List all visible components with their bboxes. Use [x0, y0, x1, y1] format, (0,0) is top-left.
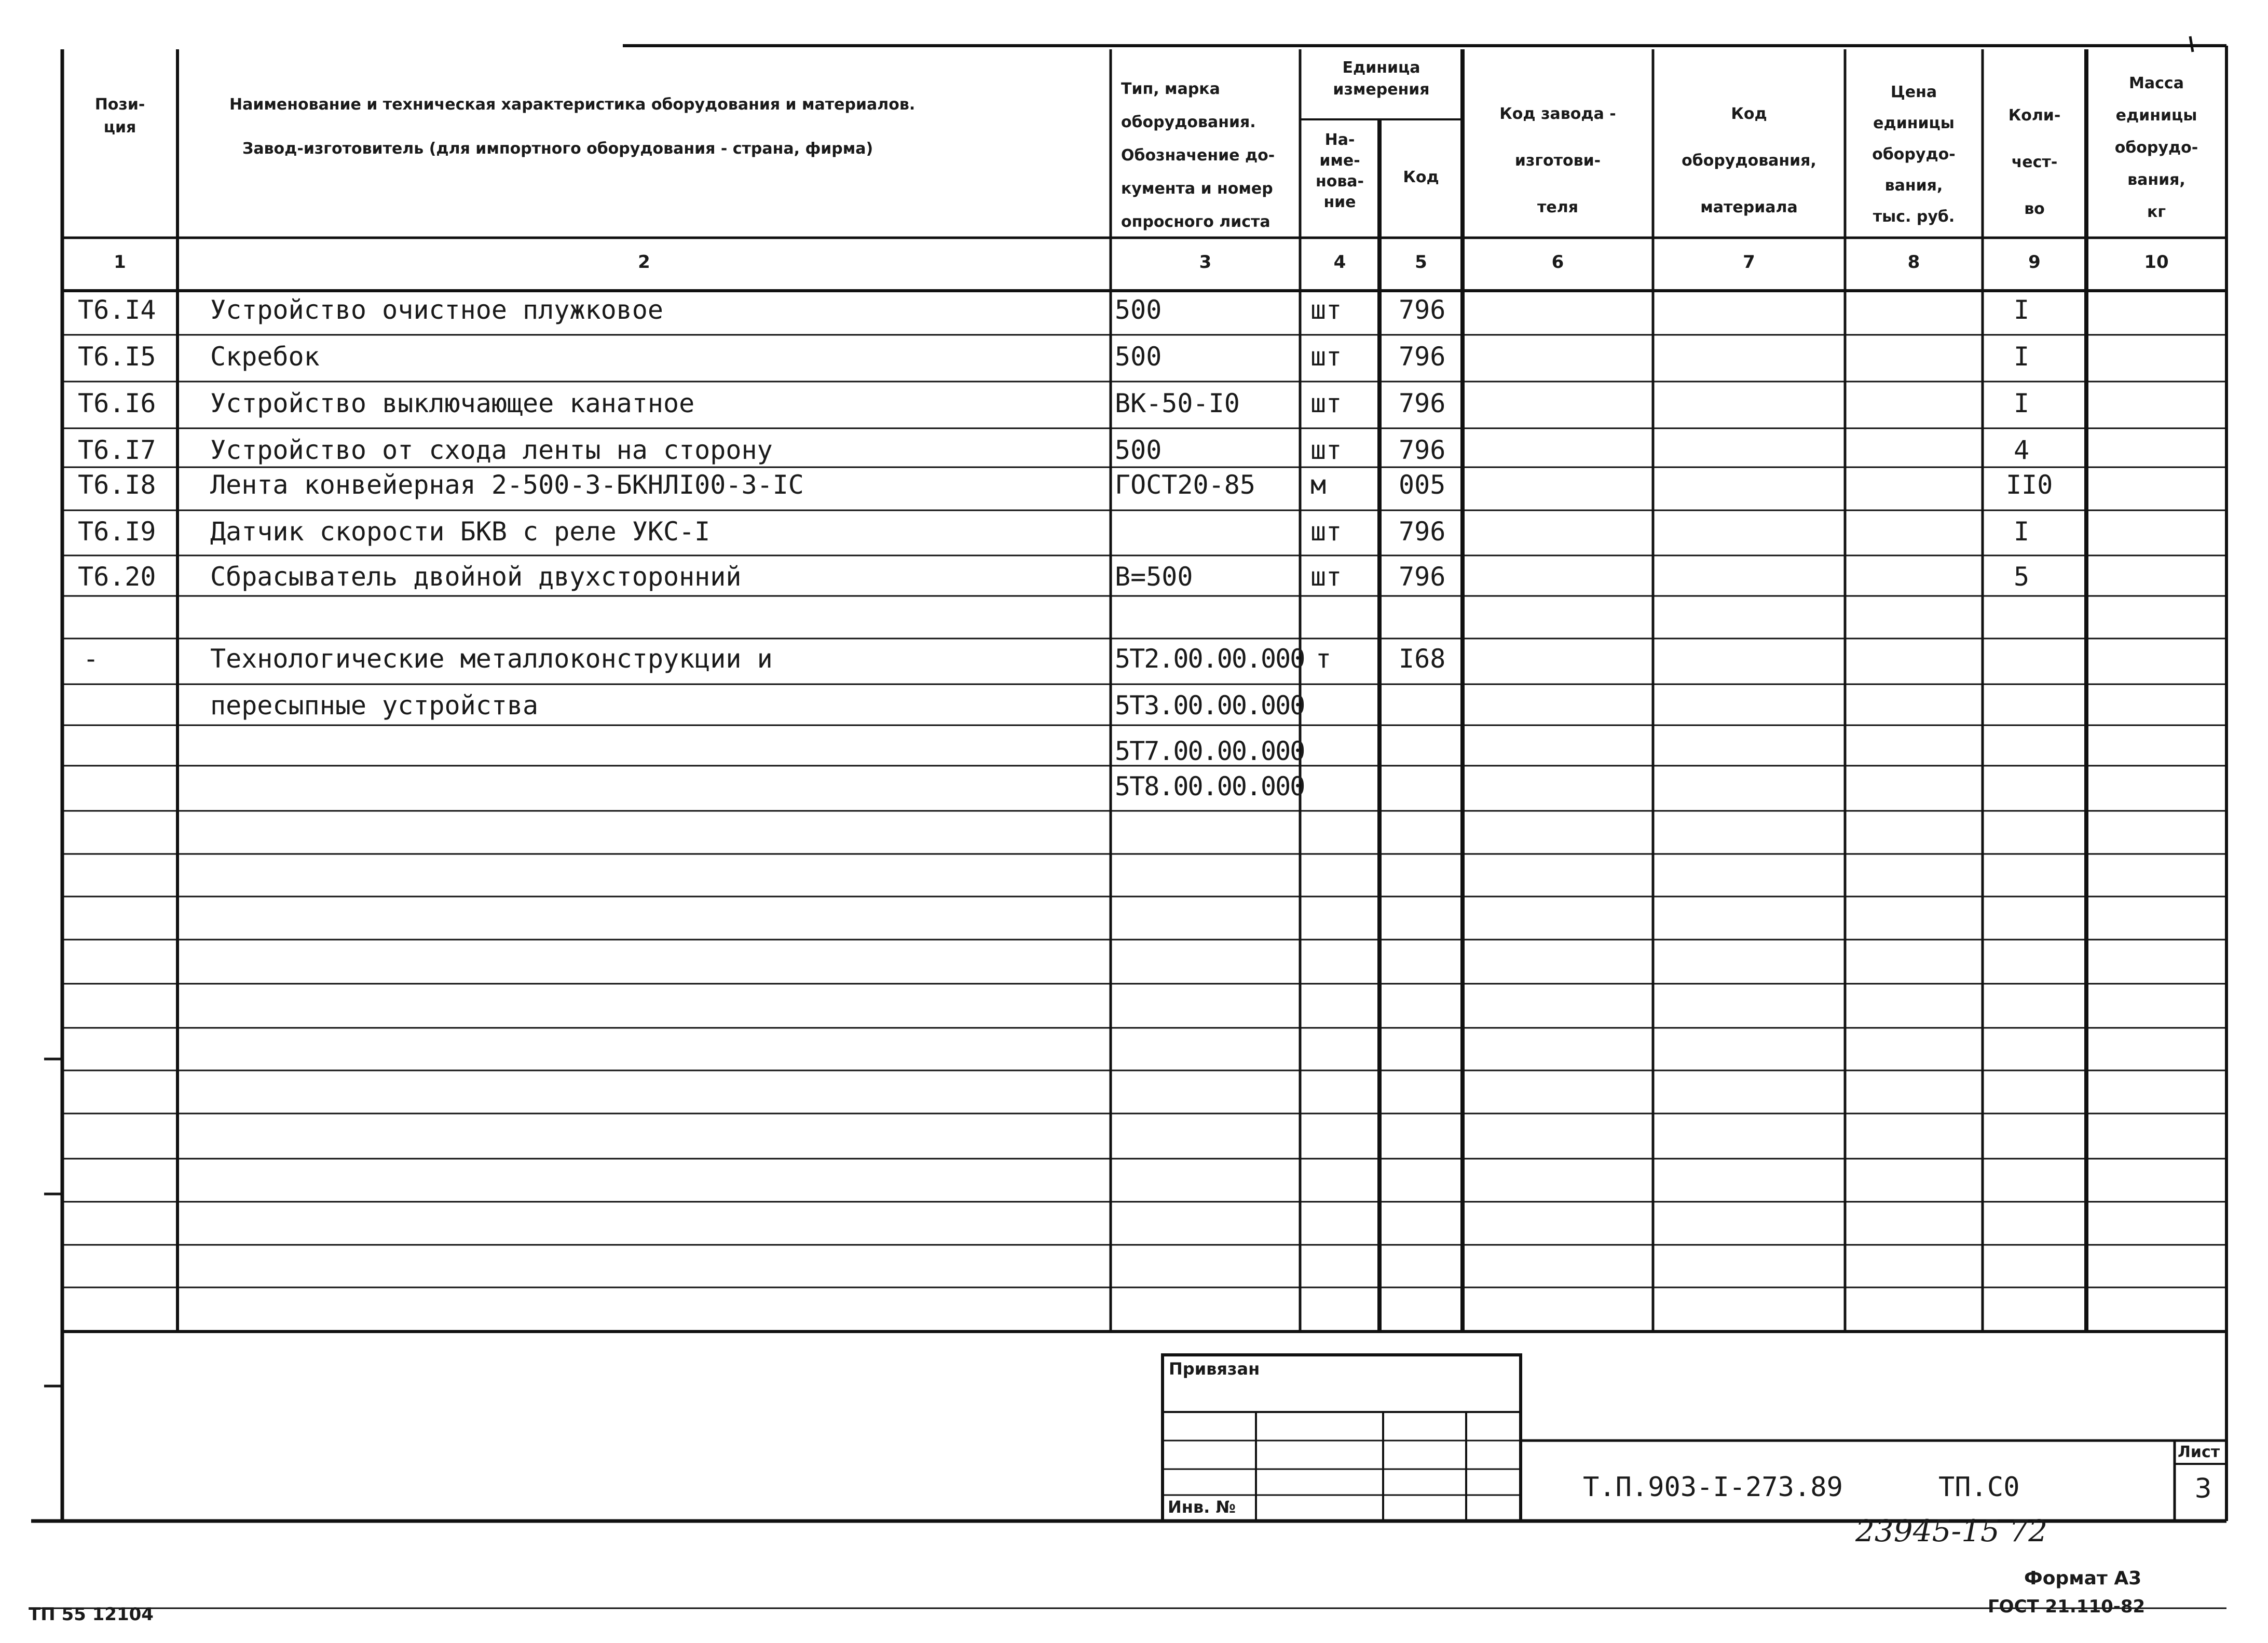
- row-type: 500: [1115, 295, 1162, 325]
- row-name: пересыпные устройства: [210, 690, 539, 721]
- row-unit-code: 796: [1399, 388, 1446, 418]
- header-price: Цена единицы оборудо- вания, тыс. руб.: [1872, 83, 1956, 226]
- header-unit-name: На- име- нова- ние: [1315, 131, 1364, 211]
- row-unit: т: [1316, 644, 1332, 674]
- row-unit-code: 796: [1399, 295, 1446, 325]
- row-type: ВК-50-I0: [1115, 388, 1240, 418]
- header-unit-group: Единица измерения: [1333, 59, 1430, 99]
- col-number: 2: [638, 252, 650, 273]
- row-name: Устройство очистное плужковое: [210, 295, 663, 325]
- col-number: 3: [1199, 252, 1212, 273]
- row-unit: шт: [1310, 295, 1342, 325]
- header-position: Пози- ция: [94, 96, 145, 137]
- col-number: 10: [2144, 252, 2169, 273]
- col-number: 4: [1333, 252, 1346, 273]
- row-unit: шт: [1310, 388, 1342, 418]
- row-unit: шт: [1310, 517, 1342, 547]
- stamp-inv: Инв. №: [1168, 1497, 1236, 1517]
- row-type: В=500: [1115, 562, 1193, 592]
- gost-label: ГОСТ 21.110-82: [1988, 1596, 2146, 1617]
- row-unit-code: 005: [1399, 470, 1446, 500]
- col-number: 7: [1743, 252, 1755, 273]
- header-type: Тип, марка оборудования. Обозначение до- кумента и номер опросного листа: [1121, 80, 1275, 231]
- row-position: Т6.I4: [78, 295, 156, 325]
- tp-number: ТП 55 12104: [29, 1604, 154, 1625]
- row-position: Т6.I5: [78, 342, 156, 372]
- row-name: Сбрасыватель двойной двухсторонний: [210, 562, 742, 592]
- row-name: Устройство выключающее канатное: [210, 388, 695, 418]
- header-unit-code: Код: [1403, 168, 1439, 186]
- row-unit-code: 796: [1399, 435, 1446, 465]
- row-type: 5Т3.00.00.000: [1115, 690, 1305, 721]
- stamp-doc-code: Т.П.903-I-273.89: [1583, 1472, 1843, 1503]
- row-unit: шт: [1310, 435, 1342, 465]
- row-name: Лента конвейерная 2-500-3-БКНЛI00-3-IС: [210, 470, 804, 500]
- row-unit-code: 796: [1399, 342, 1446, 372]
- stamp-sheet-label: Лист: [2178, 1443, 2220, 1461]
- row-position: -: [83, 644, 99, 674]
- row-quantity: I: [2014, 517, 2030, 547]
- header-name-line2: Завод-изготовитель (для импортного оборудования - страна, фирма): [242, 140, 873, 158]
- row-position: Т6.20: [78, 562, 156, 592]
- row-name: Технологические металлоконструкции и: [210, 644, 773, 674]
- row-name: Скребок: [210, 342, 320, 372]
- row-type: 5Т2.00.00.000: [1115, 644, 1305, 674]
- row-type: ГОСТ20-85: [1115, 470, 1255, 500]
- header-equipment-code: Код оборудования, материала: [1682, 105, 1816, 216]
- stamp-sheet-number: 3: [2194, 1473, 2212, 1504]
- row-position: Т6.I7: [78, 435, 156, 465]
- col-number: 8: [1907, 252, 1920, 273]
- col-number: 6: [1551, 252, 1564, 273]
- row-unit-code: I68: [1399, 644, 1446, 674]
- row-position: Т6.I9: [78, 517, 156, 547]
- col-number: 1: [114, 252, 126, 273]
- header-quantity: Коли- чест- во: [2008, 106, 2061, 218]
- col-number: 5: [1415, 252, 1427, 273]
- row-type: 500: [1115, 342, 1162, 372]
- handwritten-number: 23945-15 72: [1855, 1513, 2048, 1549]
- row-name: Датчик скорости БКВ с реле УКС-I: [210, 517, 711, 547]
- row-quantity: 5: [2014, 562, 2030, 592]
- stamp-privyazan: Привязан: [1169, 1359, 1260, 1379]
- row-type: 500: [1115, 435, 1162, 465]
- header-name-line1: Наименование и техническая характеристика оборудования и материалов.: [229, 96, 916, 114]
- row-quantity: I: [2014, 295, 2030, 325]
- stamp-section: ТП.С0: [1938, 1472, 2020, 1503]
- row-quantity: II0: [2006, 470, 2053, 500]
- row-type: 5Т7.00.00.000: [1115, 736, 1305, 766]
- row-position: Т6.I8: [78, 470, 156, 500]
- format-label: Формат А3: [2024, 1568, 2142, 1589]
- row-quantity: 4: [2014, 435, 2030, 465]
- row-unit-code: 796: [1399, 517, 1446, 547]
- row-quantity: I: [2014, 342, 2030, 372]
- row-unit: шт: [1310, 562, 1342, 592]
- row-unit: м: [1310, 470, 1327, 500]
- row-type: 5Т8.00.00.000: [1115, 771, 1305, 802]
- header-factory-code: Код завода - изготови- теля: [1499, 105, 1616, 216]
- col-number: 9: [2028, 252, 2041, 273]
- row-unit: шт: [1310, 342, 1342, 372]
- row-quantity: I: [2014, 388, 2030, 418]
- header-mass: Масса единицы оборудо- вания, кг: [2114, 74, 2198, 221]
- row-name: Устройство от схода ленты на сторону: [210, 435, 773, 465]
- row-position: Т6.I6: [78, 388, 156, 418]
- row-unit-code: 796: [1399, 562, 1446, 592]
